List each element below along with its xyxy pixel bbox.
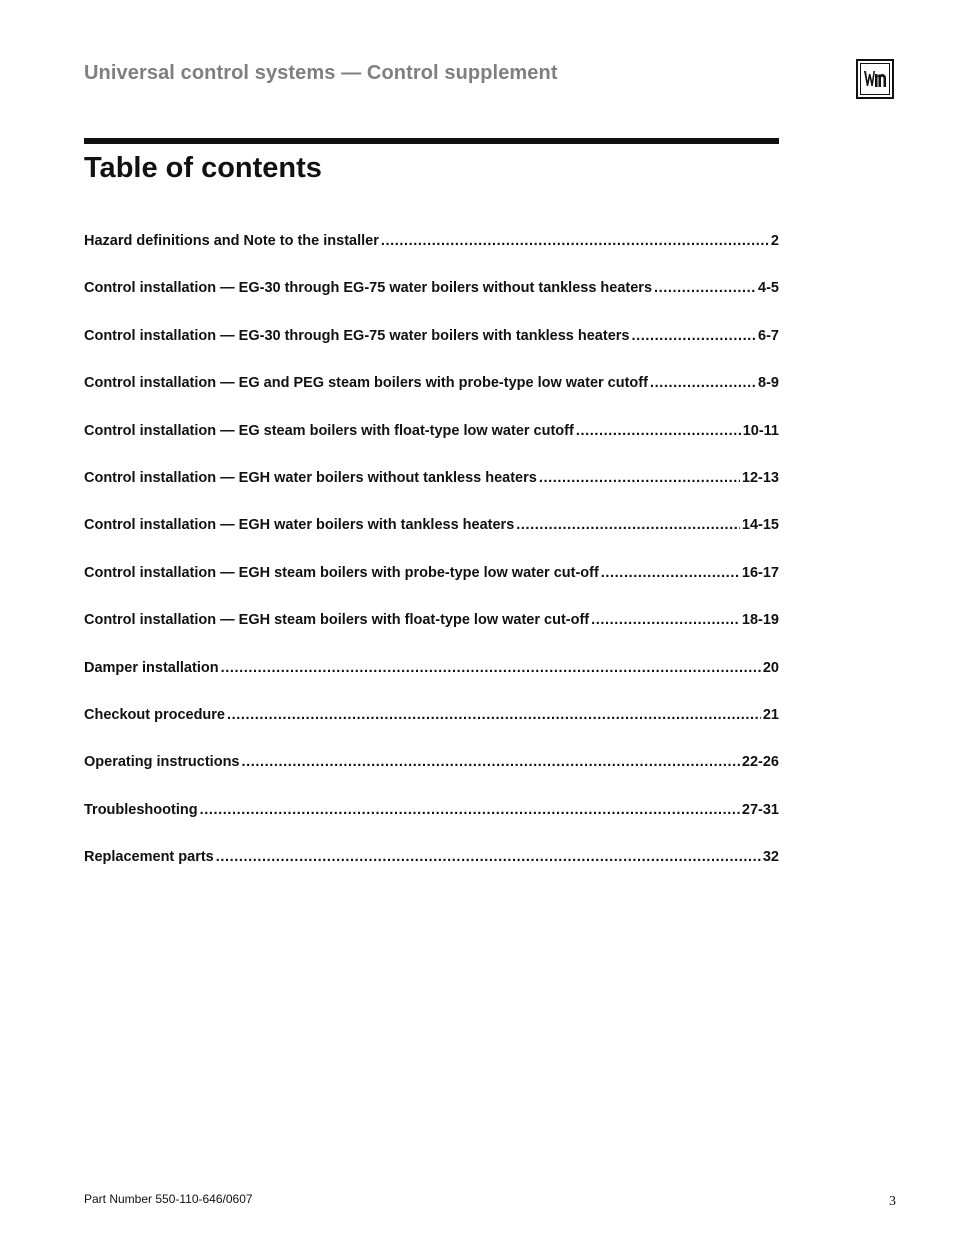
toc-leader	[539, 470, 740, 486]
toc-leader	[221, 660, 761, 676]
toc-leader	[650, 375, 756, 391]
toc-entry-text: Control installation — EGH steam boilers with probe-type low water cut-off	[84, 564, 599, 581]
toc-leader	[381, 233, 769, 249]
toc-entry-text: Control installation — EG-30 through EG-75 water boilers with tankless heaters	[84, 327, 630, 344]
toc-entry[interactable]	[84, 423, 779, 470]
toc-entry-page: 4-5	[758, 280, 779, 297]
toc-entry-text: Control installation — EGH water boilers without tankless heaters	[84, 469, 537, 486]
toc-entry-page: 6-7	[758, 327, 779, 344]
toc-leader	[654, 280, 756, 296]
page-title: Table of contents	[84, 152, 322, 184]
toc-entry[interactable]	[84, 849, 779, 896]
table-of-contents	[84, 233, 779, 896]
toc-leader	[242, 754, 740, 770]
toc-entry-page: 18-19	[741, 612, 779, 629]
toc-entry[interactable]	[84, 754, 779, 801]
toc-entry-text: Control installation — EGH water boilers with tankless heaters	[84, 517, 515, 534]
wm-logo-icon	[856, 59, 894, 99]
footer-part-number: Part Number 550-110-646/0607	[84, 1192, 253, 1206]
toc-entry-page: 12-13	[741, 469, 779, 486]
toc-entry[interactable]	[84, 660, 779, 707]
toc-entry[interactable]	[84, 328, 779, 375]
toc-entry-text: Replacement parts	[84, 849, 214, 866]
toc-leader	[516, 517, 740, 533]
toc-entry-page: 32	[762, 849, 779, 866]
toc-entry-text: Control installation — EG-30 through EG-75 water boilers without tankless heaters	[84, 280, 653, 297]
toc-entry[interactable]	[84, 233, 779, 280]
toc-leader	[200, 802, 740, 818]
toc-entry-text: Hazard definitions and Note to the installer	[84, 233, 379, 249]
toc-entry-text: Control installation — EG and PEG steam boilers with probe-type low water cutoff	[84, 375, 648, 392]
toc-entry[interactable]	[84, 612, 779, 659]
toc-entry-page: 16-17	[741, 564, 779, 581]
toc-entry[interactable]	[84, 280, 779, 327]
toc-entry-page: 2	[770, 233, 779, 249]
toc-entry-page: 22-26	[741, 754, 779, 771]
toc-entry-page: 8-9	[758, 375, 779, 392]
toc-entry-text: Control installation — EGH steam boilers with float-type low water cut-off	[84, 612, 590, 629]
toc-entry-text: Troubleshooting	[84, 801, 198, 818]
toc-leader	[591, 612, 740, 628]
document-header: Universal control systems — Control supplement	[84, 62, 558, 84]
footer-page-number: 3	[889, 1194, 896, 1209]
toc-entry[interactable]	[84, 517, 779, 564]
toc-entry-page: 10-11	[742, 422, 779, 439]
title-rule	[84, 138, 779, 144]
toc-entry[interactable]	[84, 375, 779, 422]
toc-entry-text: Checkout procedure	[84, 706, 225, 723]
toc-entry-page: 27-31	[741, 801, 779, 818]
toc-entry[interactable]	[84, 470, 779, 517]
wm-logo-glyph	[863, 68, 887, 90]
toc-entry-page: 14-15	[741, 517, 779, 534]
toc-leader	[576, 423, 741, 439]
toc-leader	[227, 707, 761, 723]
toc-entry[interactable]	[84, 565, 779, 612]
toc-leader	[631, 328, 756, 344]
toc-entry-text: Control installation — EG steam boilers with float-type low water cutoff	[84, 422, 574, 439]
toc-entry[interactable]	[84, 802, 779, 849]
toc-entry-text: Damper installation	[84, 659, 219, 676]
toc-entry[interactable]	[84, 707, 779, 754]
toc-entry-page: 21	[762, 706, 779, 723]
toc-entry-text: Operating instructions	[84, 754, 240, 771]
toc-leader	[601, 565, 740, 581]
toc-leader	[216, 849, 761, 865]
toc-entry-page: 20	[762, 659, 779, 676]
